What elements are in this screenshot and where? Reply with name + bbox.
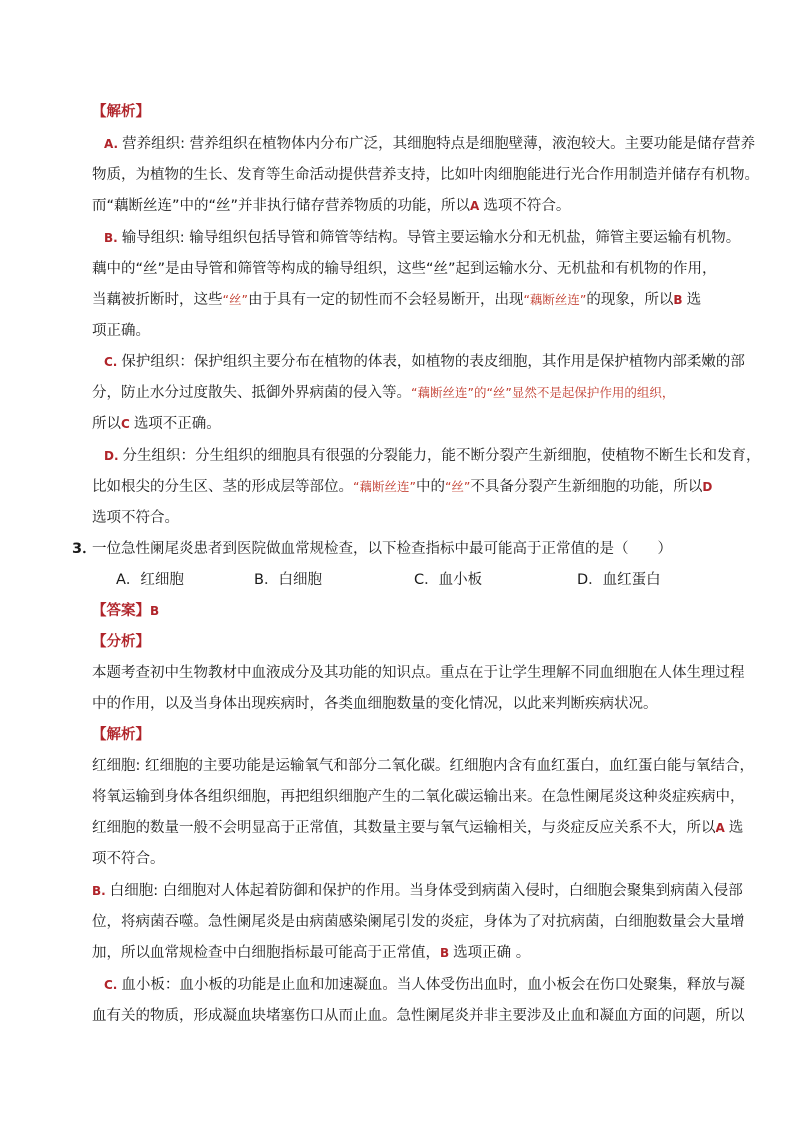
answer-line <box>92 601 159 621</box>
label-b: B. <box>104 231 118 245</box>
text: 选项不正确。 <box>133 416 221 432</box>
option-letter: C <box>121 417 130 431</box>
option-letter: A <box>715 821 725 835</box>
explain-platelet-line2: 血有关的物质，形成凝血块堵塞伤口从而止血。急性阑尾炎并非主要涉及止血和凝血方面的问题，所以 <box>92 1008 745 1024</box>
heading-analysis: 【分析】 <box>92 634 150 650</box>
para-c-line3 <box>92 414 221 434</box>
label-a: A. <box>104 137 119 151</box>
highlight: “丝” <box>222 292 248 307</box>
para-b-line1 <box>104 228 740 248</box>
highlight: “藕断丝连” <box>353 479 416 494</box>
label-c2: C. <box>104 978 118 992</box>
text: 所以 <box>92 416 121 432</box>
option-a: A．红细胞 <box>116 572 184 588</box>
text: 不具备分裂产生新细胞的功能，所以 <box>470 479 703 495</box>
explain-white-line1 <box>92 881 743 901</box>
para-c-line1 <box>104 352 745 372</box>
option-letter: B <box>440 946 450 960</box>
text: 分生组织：分生组织的细胞具有很强的分裂能力，能不断分裂产生新细胞，使植物不断生长和发育， <box>122 448 761 464</box>
para-d-line3: 选项不符合。 <box>92 510 179 526</box>
option-letter: D <box>702 480 713 494</box>
text: 白细胞: 白细胞对人体起着防御和保护的作用。当身体受到病菌入侵时，白细胞会聚集到病菌入侵部 <box>109 883 743 899</box>
explain-white-line2: 位，将病菌吞噬。急性阑尾炎是由病菌感染阑尾引发的炎症，身体为了对抗病菌，白细胞数量会大量增 <box>92 914 745 930</box>
option-d: D．血红蛋白 <box>577 572 661 588</box>
para-a-line2: 物质，为植物的生长、发育等生命活动提供营养支持，比如叶肉细胞能进行光合作用制造并储存有机物。 <box>92 167 759 183</box>
explain-red-line2: 将氧运输到身体各组织细胞，再把组织细胞产生的二氧化碳运输出来。在急性阑尾炎这种炎症疾病中， <box>92 789 745 805</box>
text: 选 <box>686 292 702 308</box>
heading-explanation-2: 【解析】 <box>92 727 150 743</box>
text: 保护组织：保护组织主要分布在植物的体表，如植物的表皮细胞，其作用是保护植物内部柔嫩的部 <box>121 354 745 370</box>
para-b-line4: 项正确。 <box>92 323 150 339</box>
text: 血小板：血小板的功能是止血和加速凝血。当人体受伤出血时，血小板会在伤口处聚集，释放与凝 <box>121 977 745 993</box>
text: 输导组织: 输导组织包括导管和筛管等结构。导管主要运输水分和无机盐，筛管主要运输有机物。 <box>121 230 741 246</box>
explain-red-line3 <box>92 818 743 838</box>
text: 红细胞的数量一般不会明显高于正常值，其数量主要与氧气运输相关，与炎症反应关系不大，所以 <box>92 820 716 836</box>
text: 当藕被折断时，这些 <box>92 292 223 308</box>
explain-red-line1: 红细胞: 红细胞的主要功能是运输氧气和部分二氧化碳。红细胞内含有血红蛋白，血红蛋白能与氧结合， <box>92 758 754 774</box>
para-b-line3 <box>92 290 701 310</box>
highlight: “藕断丝连” <box>523 292 587 307</box>
text: 中的 <box>415 479 445 495</box>
heading-explanation-1: 【解析】 <box>92 104 150 120</box>
option-c: C．血小板 <box>414 572 483 588</box>
highlight: “丝” <box>444 479 471 494</box>
label-d: D. <box>104 449 119 463</box>
explain-red-line4: 项不符合。 <box>92 851 165 867</box>
para-d-line2 <box>92 477 716 497</box>
text: 营养组织: 营养组织在植物体内分布广泛，其细胞特点是细胞壁薄，液泡较大。主要功能是储存营养 <box>122 136 756 152</box>
explain-platelet-line1 <box>104 975 745 995</box>
option-letter: B <box>673 293 683 307</box>
text: 选 <box>728 820 744 836</box>
highlight: “藕断丝连”的“丝”显然不是起保护作用的组织， <box>411 385 675 400</box>
heading-answer: 【答案】 <box>92 603 150 619</box>
para-d-line1 <box>104 446 761 466</box>
analysis-line1: 本题考查初中生物教材中血液成分及其功能的知识点。重点在于让学生理解不同血细胞在人体生理过程 <box>92 665 745 681</box>
para-a-line3 <box>92 196 570 216</box>
text: 比如根尖的分生区、茎的形成层等部位。 <box>92 479 353 495</box>
option-b: B．白细胞 <box>254 572 322 588</box>
option-letter: A <box>470 199 480 213</box>
para-a-line1 <box>104 134 755 154</box>
question-number: 3． <box>72 541 97 557</box>
analysis-line2: 中的作用，以及当身体出现疾病时，各类血细胞数量的变化情况，以此来判断疾病状况。 <box>92 696 658 712</box>
explain-white-line3 <box>92 943 530 963</box>
text: 的现象，所以 <box>586 292 674 308</box>
para-c-line2 <box>92 383 674 403</box>
text: 选项不符合。 <box>483 198 571 214</box>
question-text: 一位急性阑尾炎患者到医院做血常规检查，以下检查指标中最可能高于正常值的是（ ） <box>92 541 672 557</box>
text: 选项正确 。 <box>453 945 531 961</box>
para-b-line2: 藕中的“丝”是由导管和筛管等构成的输导组织，这些“丝”起到运输水分、无机盐和有机物的作用， <box>92 261 717 277</box>
label-b2: B. <box>92 884 106 898</box>
label-c: C. <box>104 355 118 369</box>
answer-value: B <box>150 604 160 618</box>
text: 加，所以血常规检查中白细胞指标最可能高于正常值， <box>92 945 440 961</box>
text: 由于具有一定的韧性而不会轻易断开，出现 <box>247 292 524 308</box>
text: 分，防止水分过度散失、抵御外界病菌的侵入等。 <box>92 385 411 401</box>
text: 而“藕断丝连”中的“丝”并非执行储存营养物质的功能，所以 <box>92 198 471 214</box>
